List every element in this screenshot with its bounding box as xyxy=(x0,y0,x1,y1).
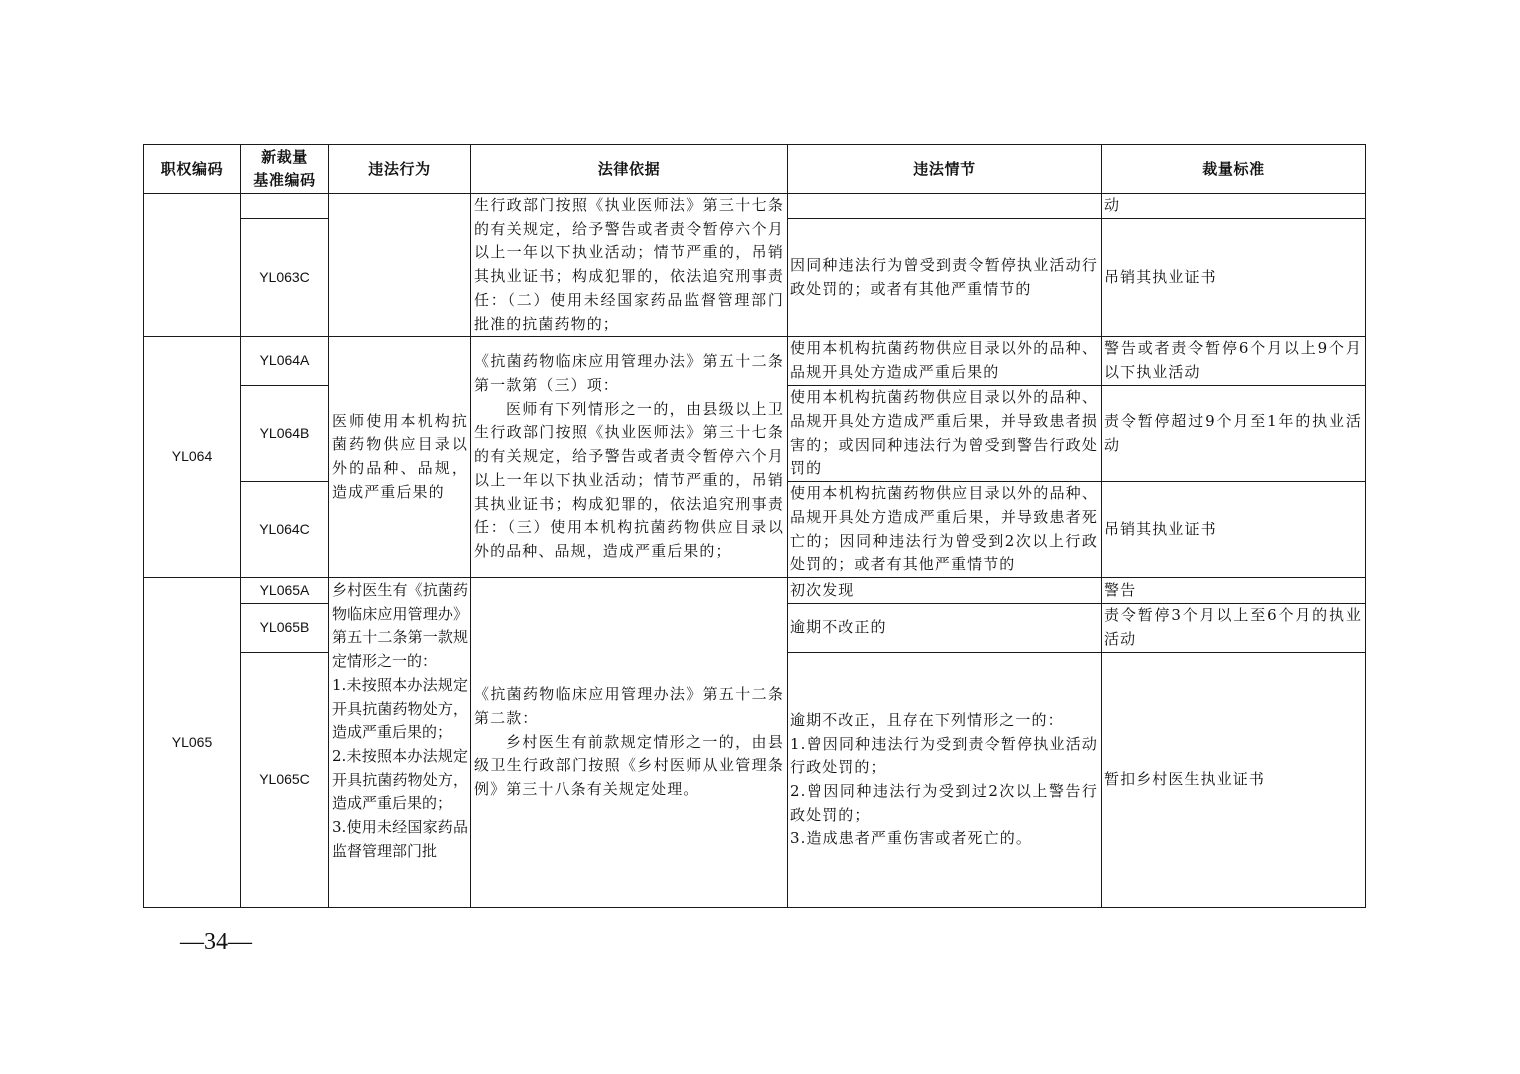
circumstance-cell: 因同种违法行为曾受到责令暂停执业活动行政处罚的；或者有其他严重情节的 xyxy=(788,219,1101,336)
violation-item-2: 2.未按照本办法规定开具抗菌药物处方，造成严重后果的； xyxy=(332,746,468,813)
legal-basis-cell: 生行政部门按照《执业医师法》第三十七条的有关规定，给予警告或者责令暂停六个月以上一年以下执业活动；情节严重的，吊销其执业证书；构成犯罪的，依法追究刑事责任：（二）使用未经国家药品监督管理部门批准的抗菌药物的； xyxy=(471,194,787,336)
authority-code-cell-empty xyxy=(144,194,240,336)
violation-cell-empty xyxy=(329,194,470,336)
standard-cell: 警告或者责令暂停6个月以上9个月以下执业活动 xyxy=(1102,337,1365,385)
header-authority-code: 职权编码 xyxy=(144,145,240,193)
legal-basis-citation: 《抗菌药物临床应用管理办法》第五十二条第二款： xyxy=(474,685,784,727)
violation-item-1: 1.未按照本办法规定开具抗菌药物处方，造成严重后果的； xyxy=(332,675,468,742)
legal-basis-cell xyxy=(471,578,787,907)
new-code-cell: YL064B xyxy=(241,386,328,481)
circumstance-cell: 使用本机构抗菌药物供应目录以外的品种、品规开具处方造成严重后果，并导致患者损害的；或因同种违法行为曾受到警告行政处罚的 xyxy=(788,386,1101,481)
violation-cell xyxy=(329,578,470,907)
standard-cell: 吊销其执业证书 xyxy=(1102,219,1365,336)
new-code-cell-empty xyxy=(241,194,328,218)
authority-code-cell: YL065 xyxy=(144,578,240,907)
discretion-standard-table xyxy=(143,144,1366,908)
legal-basis-cell xyxy=(471,337,787,577)
new-code-cell: YL064C xyxy=(241,482,328,577)
header-violation: 违法行为 xyxy=(329,145,470,193)
authority-code-cell: YL064 xyxy=(144,337,240,577)
standard-cell: 责令暂停3个月以上至6个月的执业活动 xyxy=(1102,604,1365,652)
legal-basis-citation: 《抗菌药物临床应用管理办法》第五十二条第一款第（三）项： xyxy=(474,352,784,395)
standard-cell: 暂扣乡村医生执业证书 xyxy=(1102,653,1365,907)
circumstance-cell-empty xyxy=(788,194,1101,218)
standard-cell: 动 xyxy=(1102,194,1365,218)
header-new-discretion-code-line-1: 新裁量 xyxy=(261,148,308,166)
header-legal-basis: 法律依据 xyxy=(471,145,787,193)
new-code-cell: YL064A xyxy=(241,337,328,385)
violation-intro: 乡村医生有《抗菌药物临床应用管理办》第五十二条第一款规定情形之一的： xyxy=(332,581,468,671)
header-circumstances: 违法情节 xyxy=(788,145,1101,193)
circumstance-item-2: 2.曾因同种违法行为受到过2次以上警告行政处罚的； xyxy=(790,782,1098,824)
new-code-cell: YL063C xyxy=(241,219,328,336)
violation-cell: 医师使用本机构抗菌药物供应目录以外的品种、品规，造成严重后果的 xyxy=(329,337,470,577)
new-code-cell: YL065B xyxy=(241,604,328,652)
circumstance-cell: 初次发现 xyxy=(788,578,1101,603)
header-discretion-standard: 裁量标准 xyxy=(1102,145,1365,193)
new-code-cell: YL065C xyxy=(241,653,328,907)
page-number: —34— xyxy=(180,929,252,955)
new-code-cell: YL065A xyxy=(241,578,328,603)
circumstance-item-1: 1.曾因同种违法行为受到责令暂停执业活动行政处罚的； xyxy=(790,734,1098,777)
circumstance-cell: 使用本机构抗菌药物供应目录以外的品种、品规开具处方造成严重后果的 xyxy=(788,337,1101,385)
violation-item-3: 3.使用未经国家药品监督管理部门批 xyxy=(332,818,468,860)
standard-cell: 责令暂停超过9个月至1年的执业活动 xyxy=(1102,386,1365,481)
circumstance-item-3: 3.造成患者严重伤害或者死亡的。 xyxy=(790,829,1032,848)
circumstance-intro: 逾期不改正，且存在下列情形之一的： xyxy=(790,710,1064,729)
legal-basis-clause: 乡村医生有前款规定情形之一的，由县级卫生行政部门按照《乡村医师从业管理条例》第三十八条有关规定处理。 xyxy=(474,732,784,799)
legal-basis-clause: 医师有下列情形之一的，由县级以上卫生行政部门按照《执业医师法》第三十七条的有关规定，给予警告或者责令暂停六个月以上一年以下执业活动；情节严重的，吊销其执业证书；构成犯罪的，依法追究刑事责任：（三）使用本机构抗菌药物供应目录以外的品种、品规，造成严重后果的； xyxy=(474,399,784,560)
header-new-discretion-code xyxy=(241,145,328,193)
circumstance-cell: 使用本机构抗菌药物供应目录以外的品种、品规开具处方造成严重后果，并导致患者死亡的；因同种违法行为曾受到2次以上行政处罚的；或者有其他严重情节的 xyxy=(788,482,1101,577)
header-new-discretion-code-line-2: 基准编码 xyxy=(253,171,316,189)
circumstance-cell xyxy=(788,653,1101,907)
standard-cell: 吊销其执业证书 xyxy=(1102,482,1365,577)
standard-cell: 警告 xyxy=(1102,578,1365,603)
circumstance-cell: 逾期不改正的 xyxy=(788,604,1101,652)
